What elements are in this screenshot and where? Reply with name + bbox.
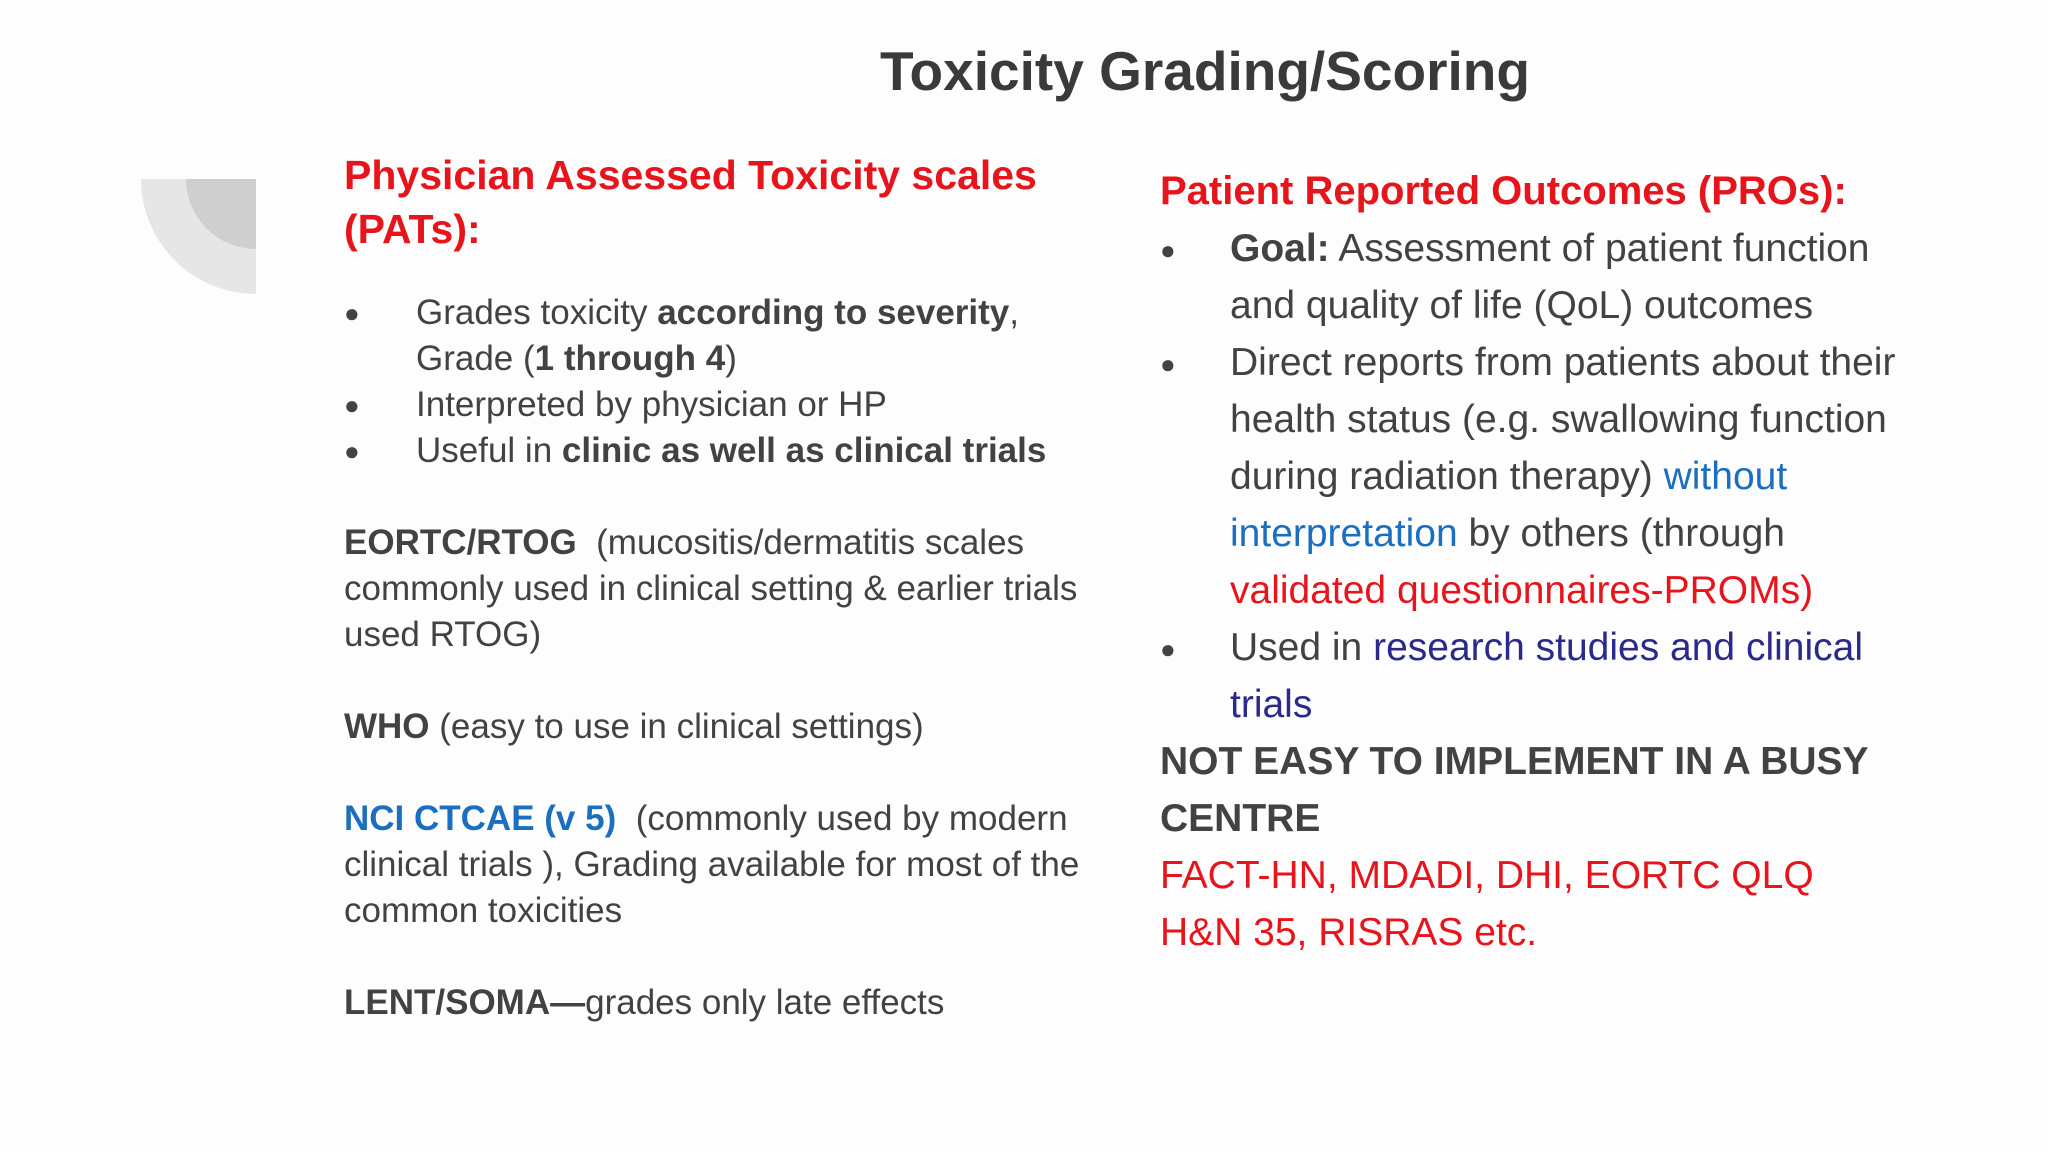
pros-bullet-list	[1160, 220, 1900, 733]
left-column	[344, 148, 1104, 1026]
bullet-icon: ●	[344, 436, 360, 466]
bullet-icon: ●	[1160, 349, 1176, 379]
list-item: ● Direct reports from patients about their health status (e.g. swallowing function during radiation therapy) without interpretation by others (through validated questionnaires-PROMs)	[1160, 334, 1900, 619]
not-easy-text: NOT EASY TO IMPLEMENT IN A BUSY CENTRE	[1160, 740, 1868, 840]
pats-heading: Physician Assessed Toxicity scales (PATs):	[344, 152, 1037, 252]
bullet-icon: ●	[344, 298, 360, 328]
bullet-icon: ●	[1160, 235, 1176, 265]
bullet-icon: ●	[344, 390, 360, 420]
right-column	[1160, 163, 1900, 961]
list-item: ● Used in research studies and clinical trials	[1160, 619, 1900, 733]
slide-title: Toxicity Grading/Scoring	[880, 40, 1530, 102]
list-item: ● Grades toxicity according to severity, Grade (1 through 4)	[344, 290, 1104, 382]
decorative-quarter-circle-icon	[141, 179, 256, 294]
list-item: ● Goal: Assessment of patient function and quality of life (QoL) outcomes	[1160, 220, 1900, 334]
nci-paragraph: NCI CTCAE (v 5) (commonly used by modern clinical trials ), Grading available for most of the common toxicities	[344, 799, 1090, 930]
pats-bullet-list	[344, 290, 1104, 474]
pros-heading: Patient Reported Outcomes (PROs):	[1160, 169, 1847, 213]
bullet-icon: ●	[1160, 634, 1176, 664]
list-item: ● Useful in clinic as well as clinical trials	[344, 428, 1104, 474]
lent-paragraph: LENT/SOMA—grades only late effects	[344, 983, 945, 1022]
who-paragraph: WHO (easy to use in clinical settings)	[344, 707, 924, 746]
list-item: ● Interpreted by physician or HP	[344, 382, 1104, 428]
questionnaire-list-text: FACT-HN, MDADI, DHI, EORTC QLQ H&N 35, RISRAS etc.	[1160, 854, 1814, 954]
eortc-paragraph: EORTC/RTOG (mucositis/dermatitis scales commonly used in clinical setting & earlier trials used RTOG)	[344, 523, 1088, 654]
